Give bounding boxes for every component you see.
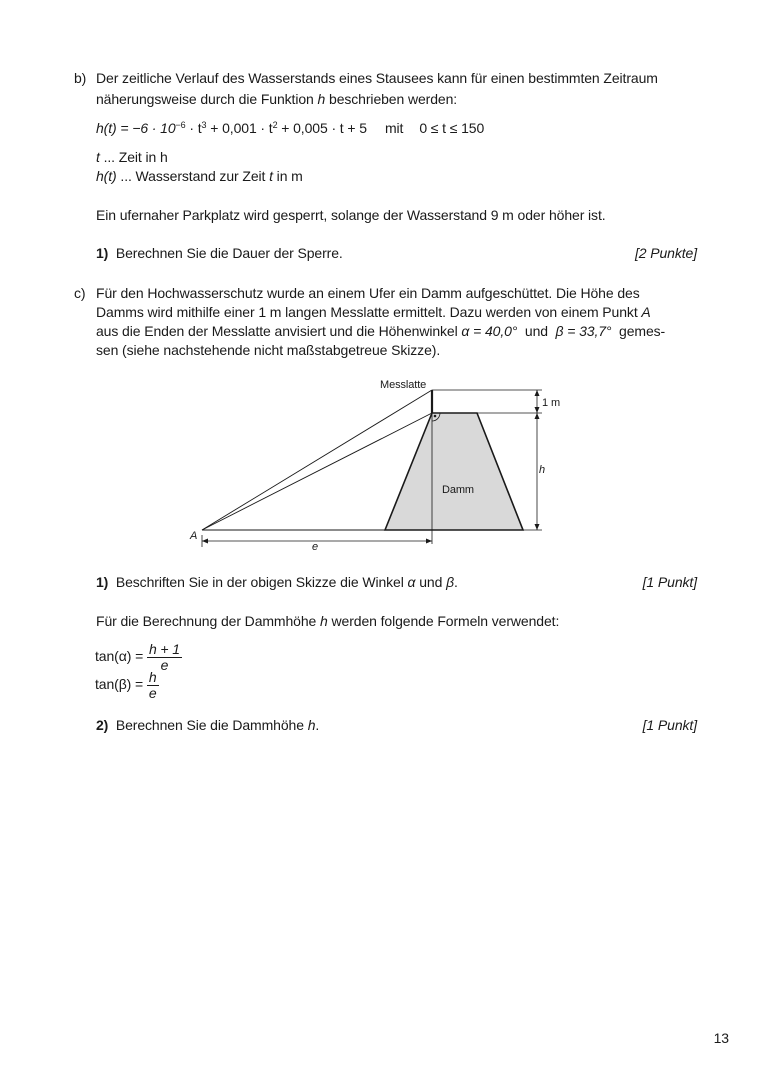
part-c-marker: c): [74, 285, 86, 301]
label-1m: 1 m: [542, 397, 561, 409]
water-level-formula: $h(t) = -6 \cdot 10^{-6} \cdot t^3 + 0,001 \cdot t^2 + 0,005 \cdot t + 5$ mit 0 ≤ t ≤ 150: [96, 120, 485, 136]
part-b-marker: b): [74, 70, 87, 86]
part-c-line1: Für den Hochwasserschutz wurde an einem Ufer ein Damm aufgeschüttet. Die Höhe des: [96, 285, 640, 301]
part-b-intro-line1: Der zeitliche Verlauf des Wasserstands eines Stausees kann für einen bestimmten Zeitraum: [96, 70, 658, 86]
part-b-intro-line2: näherungsweise durch die Funktion h beschrieben werden:: [96, 91, 458, 107]
label-A: A: [190, 530, 198, 542]
formula-intro: Für die Berechnung der Dammhöhe h werden folgende Formeln verwendet:: [96, 613, 560, 629]
dam-sketch: [180, 372, 570, 557]
label-messlatte: Messlatte: [380, 379, 427, 391]
label-damm: Damm: [442, 484, 474, 496]
part-c-line4: sen (siehe nachstehende nicht maßstabgetreue Skizze).: [96, 342, 441, 358]
part-c-line3: aus die Enden der Messlatte anvisiert und die Höhenwinkel α = 40,0° und β = 33,7° gemes-: [96, 323, 666, 339]
dam-shape: [385, 413, 523, 530]
formula-tan-alpha: tan(α) = $\frac{h + 1}{e}$: [95, 641, 180, 673]
page-number: 13: [713, 1030, 729, 1046]
part-c-task1-points: [1 Punkt]: [642, 574, 697, 590]
formula-tan-beta: tan(β) = $\frac{h}{e}$: [95, 669, 157, 701]
parking-statement: Ein ufernaher Parkplatz wird gesperrt, solange der Wasserstand 9 m oder höher ist.: [96, 207, 606, 223]
label-h: h: [539, 464, 546, 476]
part-c-line2: Damms wird mithilfe einer 1 m langen Messlatte ermittelt. Dazu werden von einem Punkt A: [96, 304, 651, 320]
definition-h: h(t) ... Wasserstand zur Zeit t in m: [96, 168, 303, 184]
label-e: e: [312, 541, 319, 553]
part-c-task2: 2) Berechnen Sie die Dammhöhe h.: [96, 717, 320, 733]
part-c-task2-points: [1 Punkt]: [642, 717, 697, 733]
part-b-task1: 1) Berechnen Sie die Dauer der Sperre.: [96, 245, 343, 261]
part-c-task1: 1) Beschriften Sie in der obigen Skizze die Winkel α und β.: [96, 574, 458, 590]
definition-t: t ... Zeit in h: [96, 149, 168, 165]
part-b-task1-points: [2 Punkte]: [634, 245, 697, 261]
